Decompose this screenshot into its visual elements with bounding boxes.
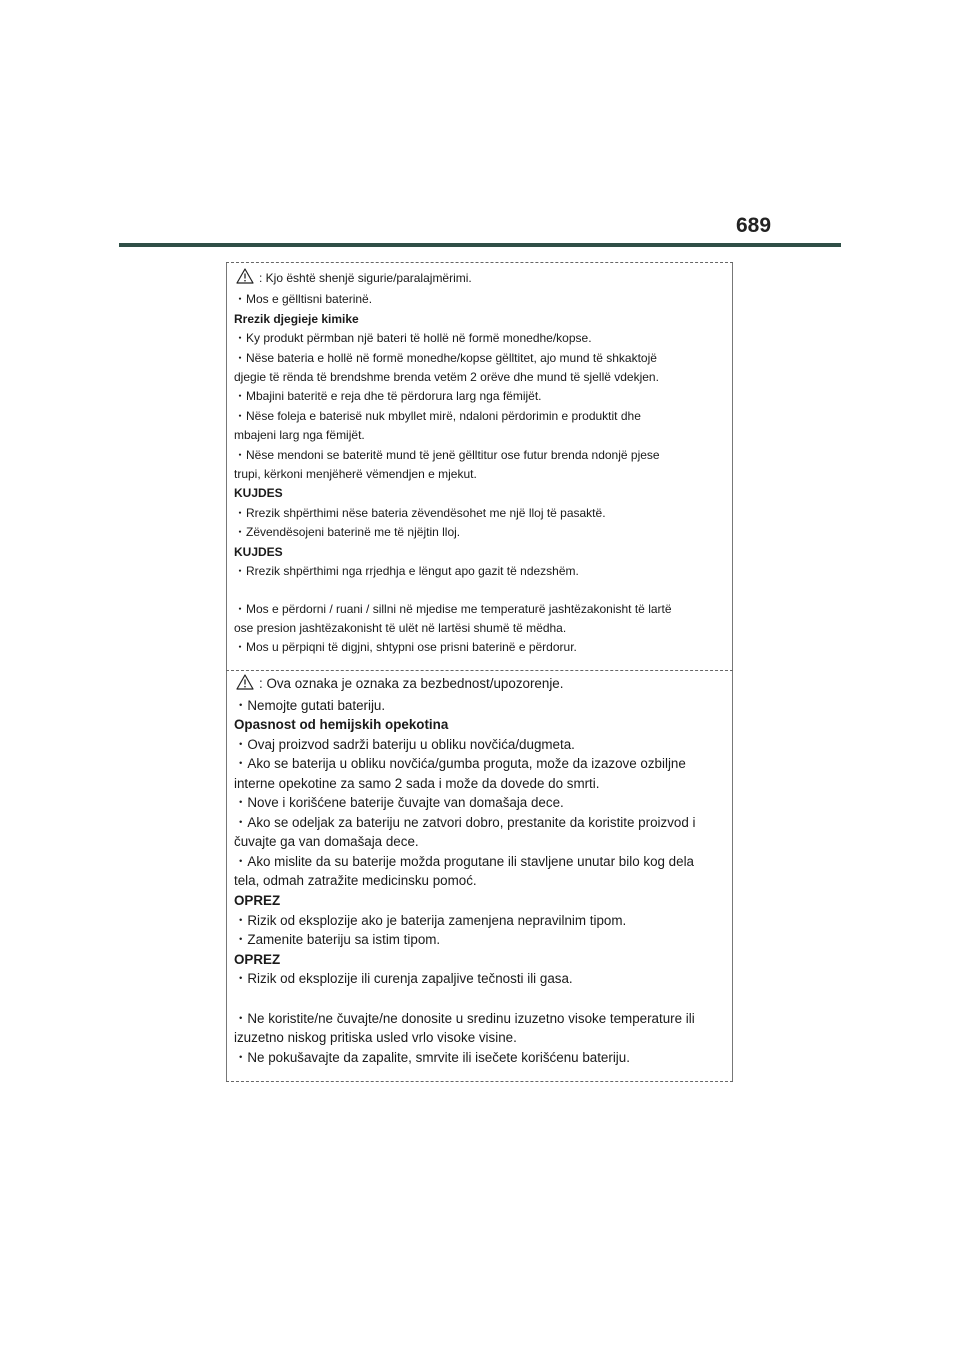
- warning-text-line: ・Nëse foleja e baterisë nuk mbyllet mirë, ndaloni përdorimin e produktit dhe: [234, 408, 641, 423]
- warning-text-line: ・Ky produkt përmban një bateri të hollë në formë monedhe/kopse.: [234, 331, 592, 346]
- warning-text-line: mbajeni larg nga fëmijët.: [234, 428, 365, 443]
- warning-heading: KUJDES: [234, 486, 283, 501]
- paragraph-gap: [234, 989, 724, 1009]
- warning-text-line: ・Mos u përpiqni të digjni, shtypni ose prisni baterinë e përdorur.: [234, 640, 577, 655]
- warning-triangle-icon: [236, 268, 254, 290]
- warning-heading: KUJDES: [234, 544, 283, 559]
- page-number: 689: [736, 214, 772, 237]
- bottom-divider: [226, 1081, 733, 1082]
- warning-lines: [234, 696, 724, 1068]
- warning-intro-text: : Kjo është shenjë sigurie/paralajmërimi.: [259, 271, 472, 285]
- warning-heading: Rrezik djegieje kimike: [234, 311, 359, 326]
- warning-intro-text: : Ova oznaka je oznaka za bezbednost/upozorenje.: [259, 676, 564, 691]
- serbian-warning-section: [234, 674, 724, 1067]
- warning-text-line: ・Rizik od eksplozije ako je baterija zamenjena nepravilnim tipom.: [234, 912, 627, 928]
- warning-text-line: ・Mos e përdorni / ruani / sillni në mjedise me temperaturë jashtëzakonisht të lartë: [234, 601, 672, 616]
- warning-text-line: ・Nove i korišćene baterije čuvajte van domašaja dece.: [234, 795, 564, 811]
- warning-text-line: ・Zamenite bateriju sa istim tipom.: [234, 932, 441, 948]
- warning-text-line: ・Rrezik shpërthimi nëse bateria zëvendësohet me një lloj të pasaktë.: [234, 505, 606, 520]
- warning-text-line: ose presion jashtëzakonisht të ulët në lartësi shumë të mëdha.: [234, 620, 567, 635]
- middle-divider: [226, 670, 733, 671]
- warning-text-line: ・Nëse mendoni se bateritë mund të jenë gëlltitur ose futur brenda ndonjë pjese: [234, 447, 660, 462]
- warning-text-line: ・Nëse bateria e hollë në formë monedhe/kopse gëlltitet, ajo mund të shkaktojë: [234, 350, 657, 365]
- warning-triangle-icon: [236, 674, 254, 696]
- warning-text-line: tela, odmah zatražite medicinsku pomoć.: [234, 873, 477, 889]
- warning-text-line: ・Mos e gëlltisni baterinë.: [234, 292, 373, 307]
- warning-text-line: ・Ako se odeljak za bateriju ne zatvori dobro, prestanite da koristite proizvod i: [234, 814, 696, 830]
- warning-text-line: ・Ne koristite/ne čuvajte/ne donosite u sredinu izuzetno visoke temperature ili: [234, 1010, 695, 1026]
- warning-text-line: ・Rrezik shpërthimi nga rrjedhja e lëngut apo gazit të ndezshëm.: [234, 564, 579, 579]
- warning-text-line: čuvajte ga van domašaja dece.: [234, 834, 419, 850]
- warning-intro: [234, 268, 724, 290]
- warning-text-line: ・Ne pokušavajte da zapalite, smrvite ili isečete korišćenu bateriju.: [234, 1049, 630, 1065]
- warning-heading: Opasnost od hemijskih opekotina: [234, 717, 449, 733]
- albanian-warning-section: [234, 268, 724, 658]
- warning-heading: OPREZ: [234, 951, 281, 967]
- paragraph-gap: [234, 582, 724, 600]
- warning-text-line: ・Rizik od eksplozije ili curenja zapaljive tečnosti ili gasa.: [234, 971, 573, 987]
- warning-text-line: djegie të rënda të brendshme brenda vetëm 2 orëve dhe mund të sjellë vdekjen.: [234, 370, 659, 385]
- warning-text-line: interne opekotine za samo 2 sada i može da dovede do smrti.: [234, 775, 600, 791]
- warning-text-line: izuzetno niskog pritiska usled vrlo visoke visine.: [234, 1030, 517, 1046]
- warning-text-line: ・Mbajini bateritë e reja dhe të përdorura larg nga fëmijët.: [234, 389, 542, 404]
- warning-text-line: ・Ako se baterija u obliku novčića/gumba proguta, može da izazove ozbiljne: [234, 756, 686, 772]
- warning-text-line: ・Ovaj proizvod sadrži bateriju u obliku novčića/dugmeta.: [234, 736, 575, 752]
- top-divider: [226, 262, 733, 263]
- header-rule: [119, 243, 841, 247]
- warning-text-line: ・Zëvendësojeni baterinë me të njëjtin lloj.: [234, 525, 461, 540]
- warning-lines: [234, 290, 724, 657]
- warning-text-line: ・Ako mislite da su baterije možda progutane ili stavljene unutar bilo kog dela: [234, 853, 695, 869]
- warning-text-line: ・Nemojte gutati bateriju.: [234, 697, 386, 713]
- warning-text-line: trupi, kërkoni menjëherë vëmendjen e mjekut.: [234, 467, 477, 482]
- warning-heading: OPREZ: [234, 893, 281, 909]
- warning-intro: [234, 674, 724, 696]
